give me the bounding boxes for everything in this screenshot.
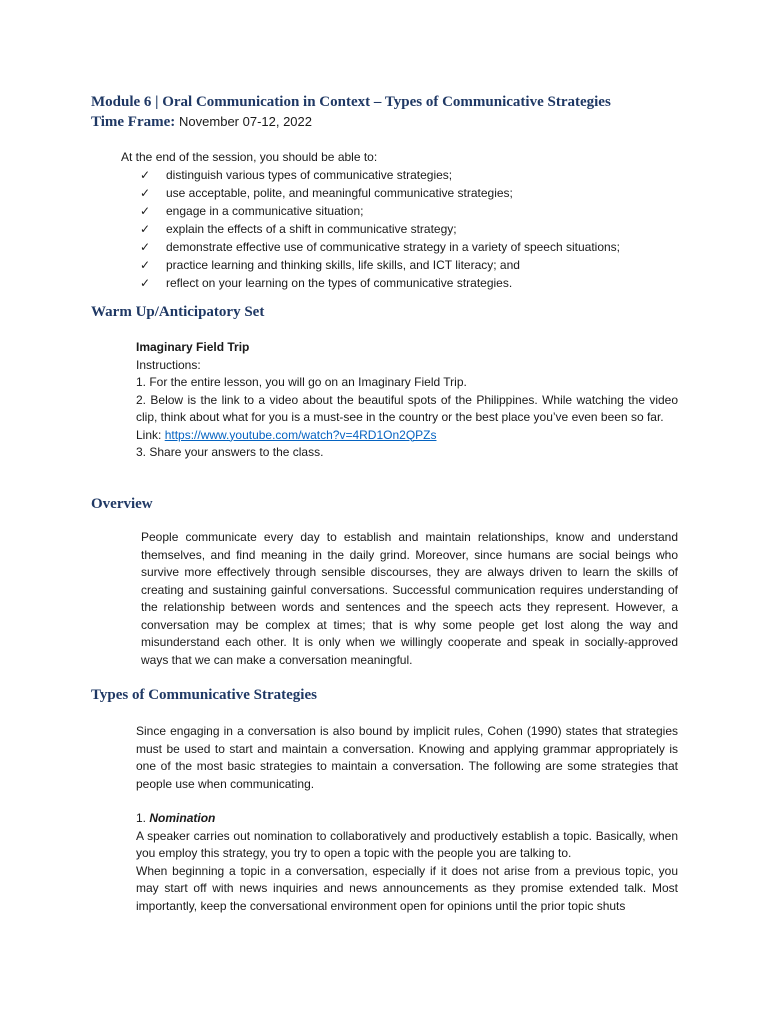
objective-item bbox=[121, 202, 620, 220]
activity-title: Imaginary Field Trip bbox=[136, 340, 250, 354]
time-frame-value: November 07-12, 2022 bbox=[179, 114, 313, 129]
objectives-list bbox=[121, 166, 620, 292]
time-frame bbox=[91, 112, 611, 132]
objective-item bbox=[121, 274, 620, 292]
video-link[interactable]: https://www.youtube.com/watch?v=4RD1On2QPZs bbox=[164, 427, 437, 442]
objective-item bbox=[121, 184, 620, 202]
checkmark-icon: ✓ bbox=[140, 276, 151, 290]
objective-item bbox=[121, 238, 620, 256]
instruction-step-3: 3. Share your answers to the class. bbox=[136, 445, 324, 459]
types-intro: Since engaging in a conversation is also bound by implicit rules, Cohen (1990) states that strategies must be used to start and maintain a conversation. Knowing and applying grammar appropriately is one of the most basic strategies to maintain a conversation. The following are some strategies that people use when communicating. bbox=[136, 724, 678, 791]
instruction-step-1: 1. For the entire lesson, you will go on an Imaginary Field Trip. bbox=[136, 375, 467, 389]
overview-content bbox=[141, 529, 678, 669]
checkmark-icon: ✓ bbox=[140, 222, 151, 236]
title-block bbox=[91, 93, 611, 132]
objective-item bbox=[121, 166, 620, 184]
video-link-line bbox=[136, 427, 678, 445]
objective-text: use acceptable, polite, and meaningful communicative strategies; bbox=[166, 186, 513, 200]
checkmark-icon: ✓ bbox=[140, 204, 151, 218]
checkmark-icon: ✓ bbox=[140, 258, 151, 272]
link-label: Link: bbox=[136, 427, 162, 442]
objective-text: engage in a communicative situation; bbox=[166, 204, 364, 218]
instruction-step-2: 2. Below is the link to a video about the beautiful spots of the Philippines. While watching the video clip, think about what for you is a must-see in the country or the best place you’ve even been so far. bbox=[136, 392, 678, 424]
objective-text: reflect on your learning on the types of communicative strategies. bbox=[166, 276, 513, 290]
checkmark-icon: ✓ bbox=[140, 168, 151, 182]
nomination-paragraph-1: A speaker carries out nomination to collaboratively and productively establish a topic. Basically, when you employ this strategy, you try to open a topic with the people you are talking to. bbox=[136, 828, 678, 860]
warmup-heading: Warm Up/Anticipatory Set bbox=[91, 304, 265, 320]
types-heading: Types of Communicative Strategies bbox=[91, 687, 317, 703]
nomination-paragraph-2: When beginning a topic in a conversation, especially if it does not arise from a previous topic, you may start off with news inquiries and news announcements as they promise extended talk. Most importantly, keep the conversational environment open for opinions until the prior topic shuts bbox=[136, 863, 678, 913]
overview-heading: Overview bbox=[91, 496, 153, 512]
objectives-intro: At the end of the session, you should be able to: bbox=[121, 150, 378, 164]
nomination-number: 1. bbox=[136, 811, 147, 825]
checkmark-icon: ✓ bbox=[140, 240, 151, 254]
types-content bbox=[136, 723, 678, 915]
module-title: Module 6 | Oral Communication in Context – Types of Communicative Strategies bbox=[91, 94, 611, 110]
instructions-label: Instructions: bbox=[136, 357, 201, 372]
objectives bbox=[121, 148, 620, 292]
objective-text: demonstrate effective use of communicative strategy in a variety of speech situations; bbox=[166, 240, 621, 254]
objective-text: practice learning and thinking skills, life skills, and ICT literacy; and bbox=[166, 258, 520, 272]
objective-text: explain the effects of a shift in communicative strategy; bbox=[166, 222, 457, 236]
objective-text: distinguish various types of communicative strategies; bbox=[166, 168, 453, 182]
objective-item bbox=[121, 256, 620, 274]
checkmark-icon: ✓ bbox=[140, 186, 151, 200]
time-frame-label: Time Frame: bbox=[91, 114, 176, 130]
overview-paragraph: People communicate every day to establish and maintain relationships, know and understand themselves, and find meaning in the daily grind. Moreover, since humans are social beings who survive more effectively through sensible discourses, they are always driven to learn the skills of creating and sustaining gainful conversations. Successful communication requires understanding of the relationship between words and sentences and the speech acts they represent. However, a conversation may be complex at times; that is why some people get lost along the way and misunderstand each other. It is only when we willingly cooperate and speak in socially-approved ways that we can make a conversation meaningful. bbox=[141, 530, 678, 667]
nomination-heading bbox=[136, 810, 678, 828]
nomination-title: Nomination bbox=[149, 811, 216, 825]
warmup-content bbox=[136, 339, 678, 462]
objective-item bbox=[121, 220, 620, 238]
